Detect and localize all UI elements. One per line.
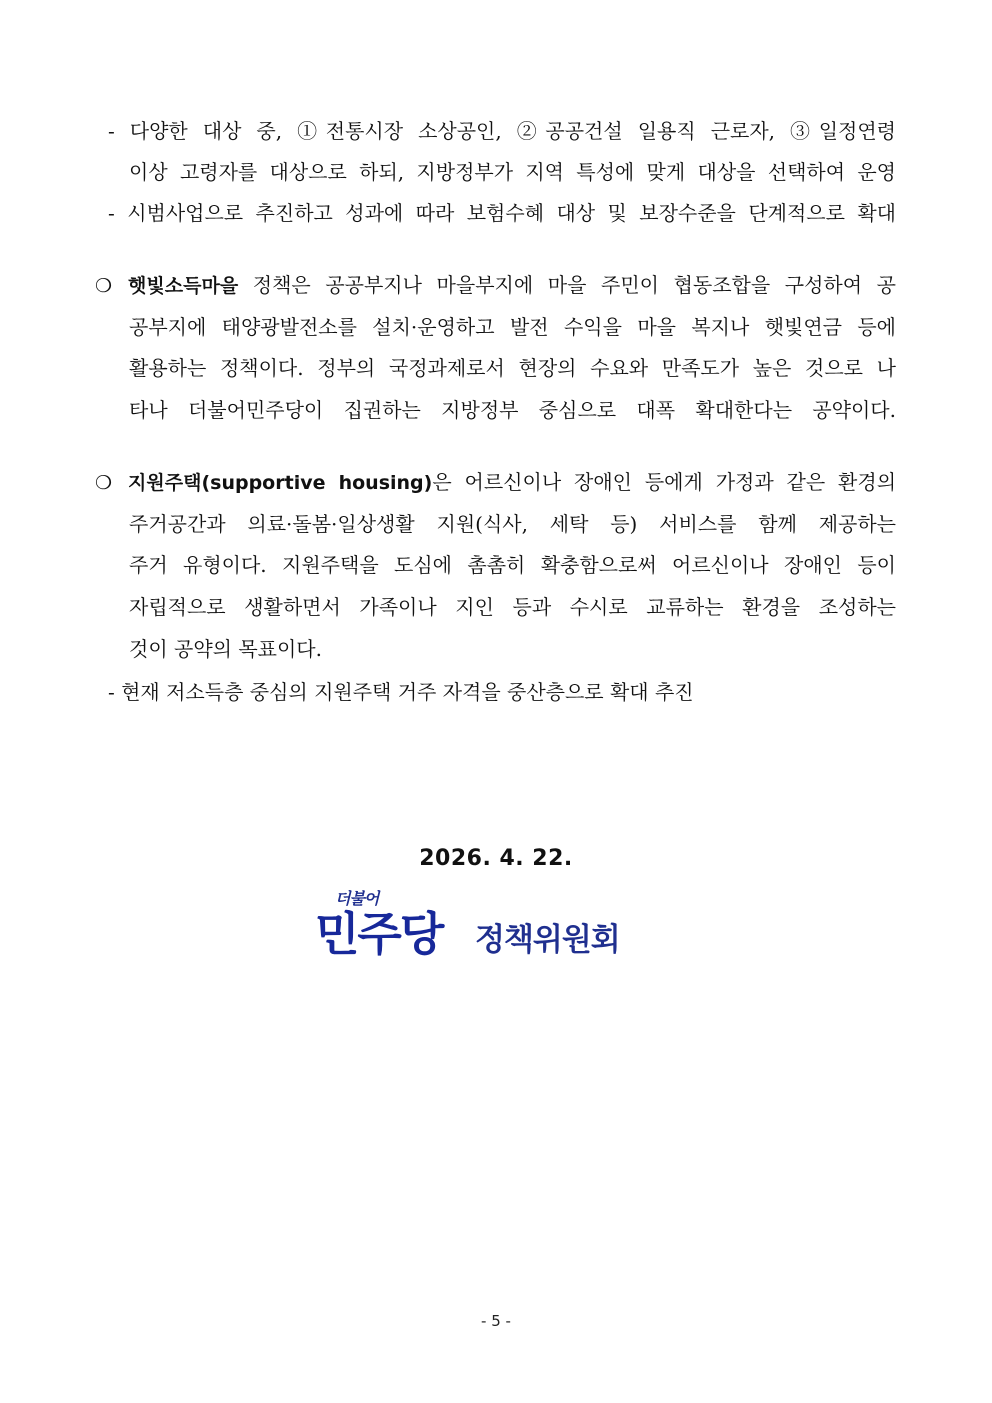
text-line: 활용하는 정책이다. 정부의 국정과제로서 현장의 수요와 만족도가 높은 것으로 나	[129, 356, 896, 380]
text-span: 정책은 공공부지나 마을부지에 마을 주민이 협동조합을 구성하여 공	[238, 273, 896, 297]
text-line: 공부지에 태양광발전소를 설치·운영하고 발전 수익을 마을 복지나 햇빛연금 등에	[129, 315, 896, 339]
bullet-line: - 시범사업으로 추진하고 성과에 따라 보험수혜 대상 및 보장수준을 단계적으로 확대	[108, 201, 896, 225]
text-line: 자립적으로 생활하면서 가족이나 지인 등과 수시로 교류하는 환경을 조성하는	[129, 595, 896, 619]
bullet-line: - 현재 저소득층 중심의 지원주택 거주 자격을 중산층으로 확대 추진	[108, 680, 694, 704]
text-span: 은 어르신이나 장애인 등에게 가정과 같은 환경의	[432, 470, 897, 494]
circle-bullet-icon: ❍	[95, 275, 113, 297]
logo-top-text: 더불어	[335, 889, 379, 908]
circle-bullet-icon: ❍	[95, 472, 113, 494]
paragraph-first-line	[95, 270, 896, 301]
text-line: 주거 유형이다. 지원주택을 도심에 촘촘히 확충함으로써 어르신이나 장애인 등이	[129, 553, 896, 577]
section-title: 햇빛소득마을	[128, 275, 239, 297]
text-line: 이상 고령자를 대상으로 하되, 지방정부가 지역 특성에 맞게 대상을 선택하여 운영	[129, 160, 896, 184]
logo-sub-text: 정책위원회	[475, 922, 620, 958]
document-date: 2026. 4. 22.	[419, 846, 573, 871]
page-number: - 5 -	[481, 1312, 511, 1330]
text-line: 것이 공약의 목표이다.	[129, 637, 322, 661]
bullet-line: - 다양한 대상 중, ①전통시장 소상공인, ②공공건설 일용직 근로자, ③일정연령	[108, 119, 896, 143]
logo-main-text: 민주당	[315, 907, 443, 961]
section-title: 지원주택(supportive housing)	[128, 472, 433, 494]
text-line: 주거공간과 의료·돌봄·일상생활 지원(식사, 세탁 등) 서비스를 함께 제공하는	[129, 512, 896, 536]
text-line: 타나 더불어민주당이 집권하는 지방정부 중심으로 대폭 확대한다는 공약이다.	[129, 398, 896, 422]
party-logo	[315, 886, 680, 961]
paragraph-first-line	[95, 467, 896, 498]
